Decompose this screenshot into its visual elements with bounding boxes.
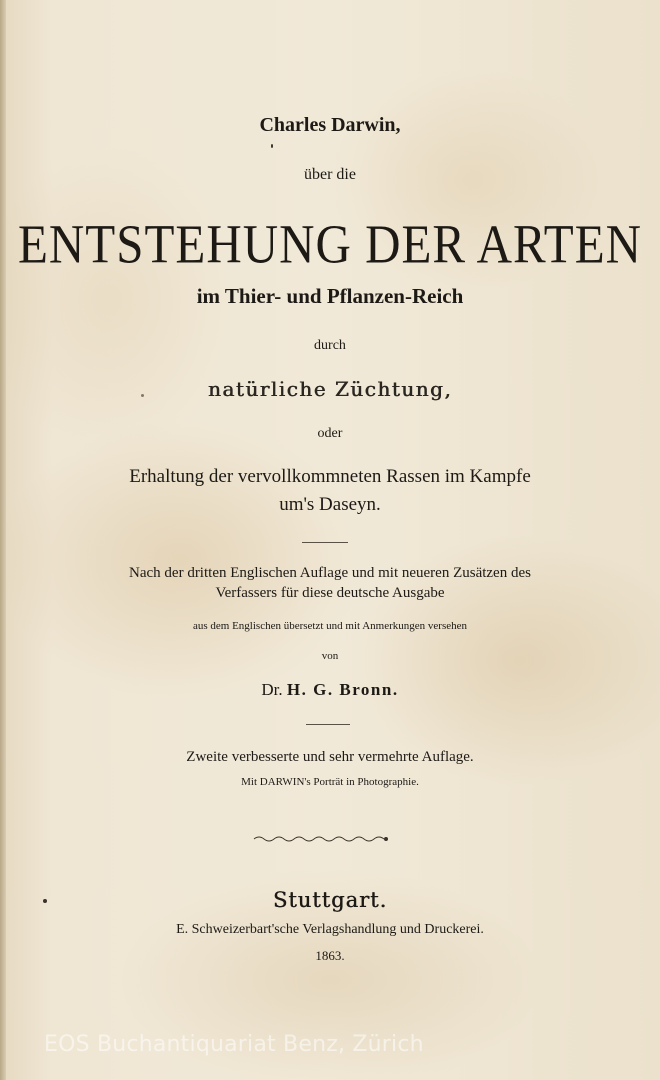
translator-prefix: Dr.: [261, 680, 283, 699]
publisher-name: E. Schweizerbart'sche Verlagshandlung und Druckerei.: [176, 922, 484, 937]
natural-selection-title: natürliche Züchtung,: [207, 377, 453, 401]
durch-text: durch: [314, 338, 346, 353]
publication-year: 1863.: [315, 948, 345, 963]
author-name: Charles Darwin,: [259, 114, 401, 136]
divider-rule-2: [306, 724, 350, 725]
uber-die-text: über die: [304, 166, 356, 183]
ink-spot: [43, 899, 47, 903]
ink-spot: [141, 394, 144, 397]
divider-rule: [302, 542, 348, 543]
city-name: Stuttgart.: [272, 888, 388, 912]
translator-name: H. G. Bronn.: [286, 680, 399, 699]
von-text: von: [321, 650, 339, 662]
second-edition-note: Zweite verbesserte und sehr vermehrte Auflage.: [186, 749, 474, 765]
ornament-flourish: [250, 832, 390, 846]
edition-line-2: Verfassers für diese deutsche Ausgabe: [215, 585, 445, 601]
subtitle: im Thier- und Pflanzen-Reich: [196, 284, 464, 308]
translator-line: [0, 680, 660, 700]
main-title: ENTSTEHUNG DER ARTEN: [17, 213, 643, 275]
oder-text: oder: [317, 426, 343, 441]
page-spine-edge: [0, 0, 6, 1080]
portrait-note: Mit DARWIN's Porträt in Photographie.: [241, 776, 419, 788]
preservation-line-1: Erhaltung der vervollkommneten Rassen im Kampfe: [129, 466, 531, 487]
preservation-line-2: um's Daseyn.: [279, 494, 381, 515]
translated-note: aus dem Englischen übersetzt und mit Anmerkungen versehen: [192, 620, 467, 632]
watermark: EOS Buchantiquariat Benz, Zürich: [44, 1032, 424, 1057]
ink-spot: [271, 144, 273, 148]
edition-line-1: Nach der dritten Englischen Auflage und mit neueren Zusätzen des: [129, 565, 531, 581]
